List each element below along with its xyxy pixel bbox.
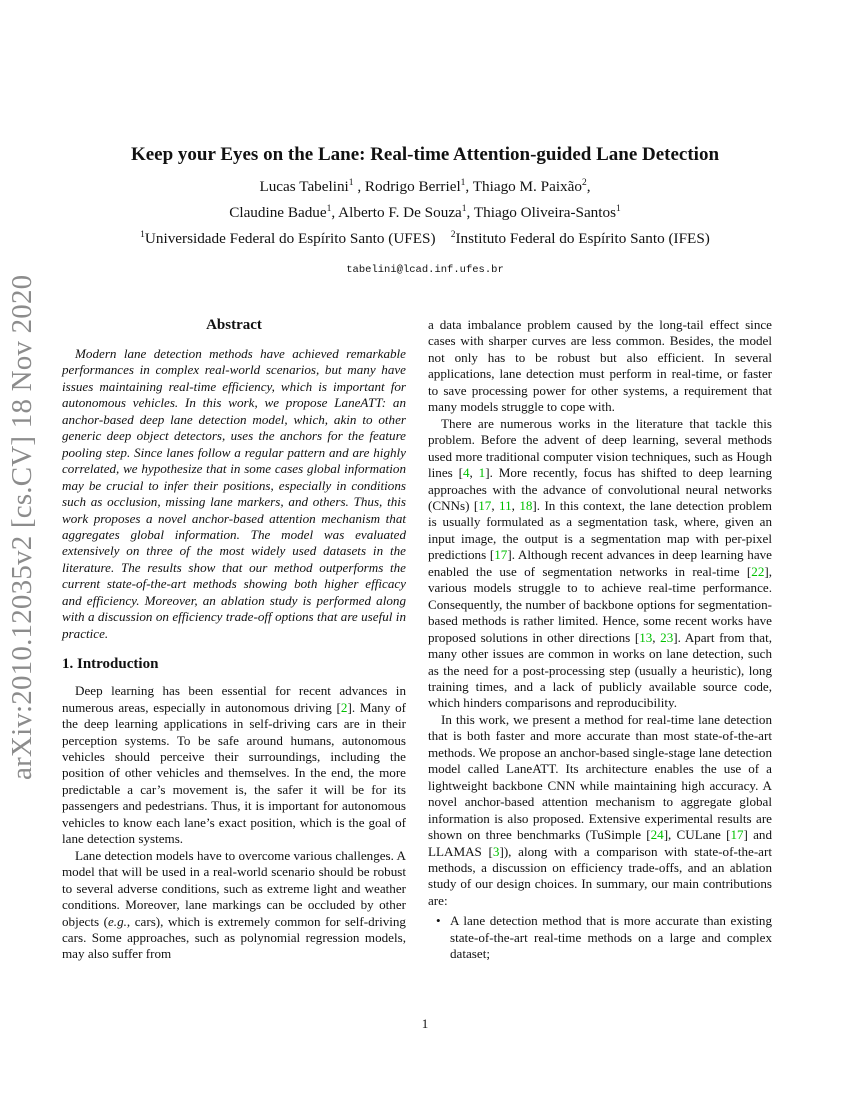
- text-run: ], CULane [: [663, 827, 731, 843]
- text-run: ]. Although recent advances in deep learning have enabled the use of segmentation networks in real-time [: [428, 547, 772, 579]
- paragraph: [428, 416, 772, 712]
- affiliation-name: Universidade Federal do Espírito Santo (UFES): [144, 230, 436, 248]
- bullet-icon: •: [436, 913, 441, 929]
- text-run: ,: [469, 465, 479, 481]
- citation-link[interactable]: 17: [494, 547, 508, 563]
- text-run: ,: [511, 497, 520, 513]
- text-run: ]. More recently, focus has shifted to deep learning approaches with the advance of convolutional neural networks (CNNs) [: [428, 465, 773, 513]
- author-line-1: [0, 172, 850, 198]
- author-email[interactable]: tabelini@lcad.inf.ufes.br: [346, 264, 504, 276]
- contributions-list: [428, 913, 772, 962]
- citation-link[interactable]: 17: [478, 497, 492, 513]
- introduction-left-text: [62, 683, 406, 963]
- text-run: ]. In this context, the lane detection problem is usually formulated as a segmentation task, where, given an input image, the output is a segmentation map with per-pixel predictions [: [428, 497, 772, 563]
- citation-link[interactable]: 13: [639, 629, 653, 645]
- affiliation-mark: 1: [348, 178, 354, 188]
- author-name: , Thiago M. Paixão: [465, 178, 582, 196]
- paragraph: [428, 712, 772, 909]
- text-run: In this work, we present a method for real-time lane detection that is both faster and more accurate than most state-of-the-art methods. We propose an anchor-based single-stage lane detection model called LaneATT. Its architecture enables the use of a lightweight backbone CNN while maintaining high accuracy. A novel anchor-based attention mechanism to aggregate global information is also proposed. Extensive experimental results are shown on three benchmarks (TuSimple [: [428, 711, 772, 843]
- author-name: , Alberto F. De Souza: [331, 204, 462, 222]
- contribution-text: A lane detection method that is more accurate than existing state-of-the-art real-time methods on a large and complex dataset;: [450, 913, 772, 962]
- paragraph: [428, 317, 772, 416]
- arxiv-stamp: arXiv:2010.12035v2 [cs.CV] 18 Nov 2020: [6, 274, 38, 780]
- paper-title: Keep your Eyes on the Lane: Real-time Attention-guided Lane Detection: [130, 144, 720, 165]
- affiliation-mark: 1: [140, 230, 145, 241]
- text-run: ]. Apart from that, many other issues are common in works on lane detection, such as the need for a post-processing step (usually a heuristic), long training times, and a lack of publicly available source code, which hinders comparisons and reproducibility.: [428, 629, 773, 711]
- affiliations: [0, 224, 850, 250]
- text-run: ]), along with a comparison with state-of-the-art methods, a discussion on efficiency trade-offs, and an ablation study of our design choices. In summary, our main contributions are:: [428, 843, 772, 908]
- text-run: Lane detection models have to overcome various challenges. A model that will be used in a real-world scenario should be robust to several adverse conditions, such as extreme light and weather conditions. Moreover, lane markings can be occluded by other objects (: [62, 847, 406, 929]
- right-column: [428, 317, 772, 963]
- author-name: Lucas Tabelini: [259, 178, 349, 196]
- text-run: Deep learning has been essential for recent advances in numerous areas, especially in autonomous driving [: [62, 683, 406, 715]
- text-run: ,: [652, 629, 661, 645]
- text-run: There are numerous works in the literature that tackle this problem. Before the advent of deep learning, several methods used more traditional computer vision techniques, such as Hough lines [: [428, 415, 772, 481]
- citation-link[interactable]: 22: [751, 563, 765, 579]
- author-name: Claudine Badue: [229, 204, 327, 222]
- author-name: , Rodrigo Berriel: [353, 178, 461, 196]
- citation-link[interactable]: 24: [650, 827, 664, 843]
- abstract-text: Modern lane detection methods have achieved remarkable performances in complex real-world scenarios, but many have issues maintaining real-time efficiency, which is important for autonomous vehicles. In this work, we propose LaneATT: an anchor-based deep lane detection model, which, akin to other generic deep object detectors, uses the anchors for the feature pooling step. Since lanes follow a regular pattern and are highly correlated, we hypothesize that in some cases global information may be crucial to infer their positions, especially in conditions such as occlusion, missing lane markers, and others. Thus, this work proposes a novel anchor-based attention mechanism that aggregates global information. The model was evaluated extensively on three of the most widely used datasets in the literature. The results show that our method outperforms the current state-of-the-art methods showing both higher efficacy and efficiency. Moreover, an ablation study is performed along with a discussion on efficiency trade-off options that are useful in practice.: [62, 346, 406, 641]
- citation-link[interactable]: 4: [462, 465, 470, 481]
- abstract-heading: Abstract: [206, 317, 262, 333]
- text-run: , cars), which is extremely common for self-driving cars. Some approaches, such as polynomial regression models, may also suffer from: [62, 913, 406, 962]
- citation-link[interactable]: 3: [492, 843, 500, 859]
- left-column: [62, 316, 406, 963]
- affiliation-mark: 1: [616, 204, 621, 215]
- affiliation-mark: 1: [461, 204, 467, 215]
- text-run: a data imbalance problem caused by the long-tail effect since cases with sharper curves are less common. Besides, the model not only has to be robust but also efficient. In several applications, lane detection must perform in real-time, or faster to save processing power for other systems, a requirement that many models struggle to cope with.: [428, 317, 772, 415]
- introduction-right-text: [428, 317, 772, 909]
- citation-link[interactable]: 17: [730, 827, 744, 843]
- citation-link[interactable]: 1: [478, 465, 486, 481]
- citation-link[interactable]: 23: [660, 629, 674, 645]
- page-number: 1: [421, 1016, 429, 1031]
- citation-link[interactable]: 2: [340, 699, 348, 715]
- text-run: ]. Many of the deep learning applications in self-driving cars are in their perception systems. To be safe around humans, autonomous vehicles should perceive their surroundings, including the position of other vehicles and themselves. In the end, the more predictable a car’s movement is, the safer it will be for its passengers and pedestrians. Thus, it is important for autonomous vehicles to know each lane’s exact position, which is the goal of lane detection systems.: [62, 699, 406, 847]
- author-block: [0, 172, 850, 250]
- paragraph: [62, 848, 406, 963]
- affiliation-mark: 1: [326, 204, 332, 215]
- affiliation-name: Instituto Federal do Espírito Santo (IFES): [455, 230, 710, 248]
- text-run: ], various models struggle to to achieve real-time performance. Consequently, the number of backbone options for segmentation-based methods is rather limited. Hence, some recent works have proposed solutions in other directions [: [428, 563, 772, 645]
- contribution-item: [436, 913, 772, 962]
- citation-link[interactable]: 11: [499, 497, 512, 513]
- citation-link[interactable]: 18: [519, 497, 533, 513]
- text-run: ,: [491, 497, 500, 513]
- author-name: ,: [586, 178, 591, 196]
- paragraph: [62, 683, 406, 848]
- affiliation-mark: 2: [582, 178, 587, 188]
- italic-text: e.g.: [108, 913, 127, 929]
- author-line-2: [0, 198, 850, 224]
- introduction-heading: 1. Introduction: [62, 656, 159, 673]
- affiliation-mark: 2: [450, 230, 456, 241]
- author-name: , Thiago Oliveira-Santos: [466, 204, 617, 222]
- affiliation-mark: 1: [460, 178, 466, 188]
- text-run: ] and LLAMAS [: [428, 827, 772, 859]
